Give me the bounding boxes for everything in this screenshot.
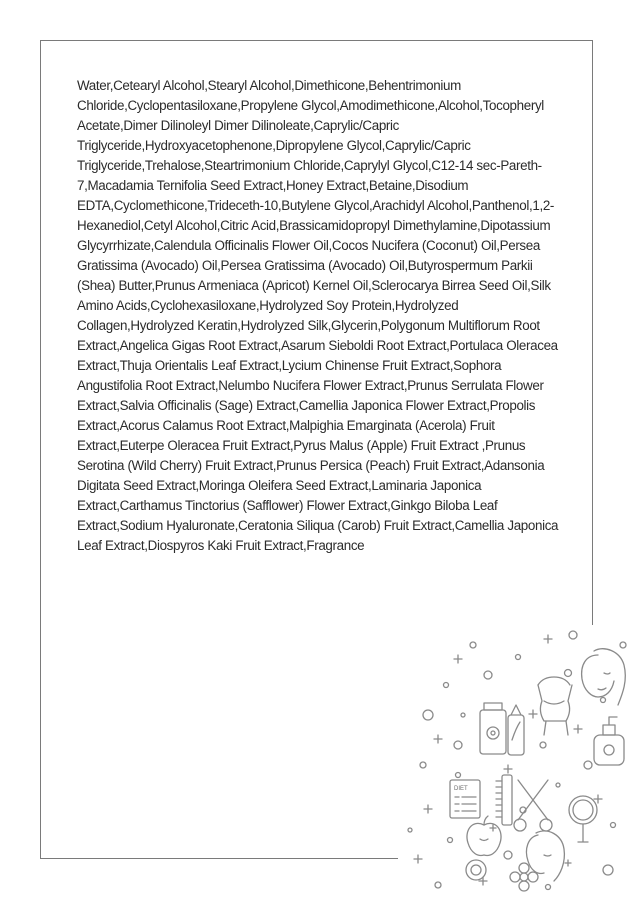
beauty-illustration (398, 615, 634, 900)
ingredients-list: Water,Cetearyl Alcohol,Stearyl Alcohol,Dimethicone,Behentrimonium Chloride,Cyclopentasiloxane,Propylene Glycol,Amodimethicone,Alcohol,Tocopheryl Acetate,Dimer Dilinoleyl Dimer Dilinoleate,Caprylic/Capric Triglyceride,Hydroxyacetophenone,Dipropylene Glycol,Caprylic/Capric Triglyceride,Trehalose,Steartrimonium Chloride,Caprylyl Glycol,C12-14 sec-Pareth-7,Macadamia Ternifolia Seed Extract,Honey Extract,Betaine,Disodium EDTA,Cyclomethicone,Trideceth-10,Butylene Glycol,Arachidyl Alcohol,Panthenol,1,2-Hexanediol,Cetyl Alcohol,Citric Acid,Brassicamidopropyl Dimethylamine,Dipotassium Glycyrrhizate,Calendula Officinalis Flower Oil,Cocos Nucifera (Coconut) Oil,Persea Gratissima (Avocado) Oil,Persea Gratissima (Avocado) Oil,Butyrospermum Parkii (Shea) Butter,Prunus Armeniaca (Apricot) Kernel Oil,Sclerocarya Birrea Seed Oil,Silk Amino Acids,Cyclohexasiloxane,Hydrolyzed Soy Protein,Hydrolyzed Collagen,Hydrolyzed Keratin,Hydrolyzed Silk,Glycerin,Polygonum Multiflorum Root Extract,Angelica Gigas Root Extract,Asarum Sieboldi Root Extract,Portulaca Oleracea Extract,Thuja Orientalis Leaf Extract,Lycium Chinense Fruit Extract,Sophora Angustifolia Root Extract,Nelumbo Nucifera Flower Extract,Prunus Serrulata Flower Extract,Salvia Officinalis (Sage) Extract,Camellia Japonica Flower Extract,Propolis Extract,Acorus Calamus Root Extract,Malpighia Emarginata (Acerola) Fruit Extract,Euterpe Oleracea Fruit Extract,Pyrus Malus (Apple) Fruit Extract ,Prunus Serotina (Wild Cherry) Fruit Extract,Prunus Persica (Peach) Fruit Extract,Adansonia Digitata Seed Extract,Moringa Oleifera Seed Extract,Laminaria Japonica Extract,Carthamus Tinctorius (Safflower) Flower Extract,Ginkgo Biloba Leaf Extract,Sodium Hyaluronate,Ceratonia Siliqua (Carob) Fruit Extract,Camellia Japonica Leaf Extract,Diospyros Kaki Fruit Extract,Fragrance (77, 78, 559, 553)
flower-icon (510, 863, 538, 891)
diet-label: DIET (454, 786, 468, 792)
apple-icon (467, 816, 501, 856)
compact-powder-icon (466, 860, 486, 880)
perfume-bottle-icon (594, 717, 624, 765)
diet-list-icon (450, 780, 480, 818)
comb-icon (496, 775, 512, 825)
swimsuit-icon (538, 677, 572, 735)
woman-face-icon (582, 649, 626, 705)
cream-tube-icon (480, 703, 524, 755)
woman-hair-icon (526, 831, 564, 881)
frame-right-border (592, 40, 593, 625)
frame-bottom-border (40, 858, 398, 859)
sparkle-icons (408, 635, 626, 890)
scissors-icon (514, 780, 552, 831)
hand-mirror-icon (569, 796, 597, 842)
